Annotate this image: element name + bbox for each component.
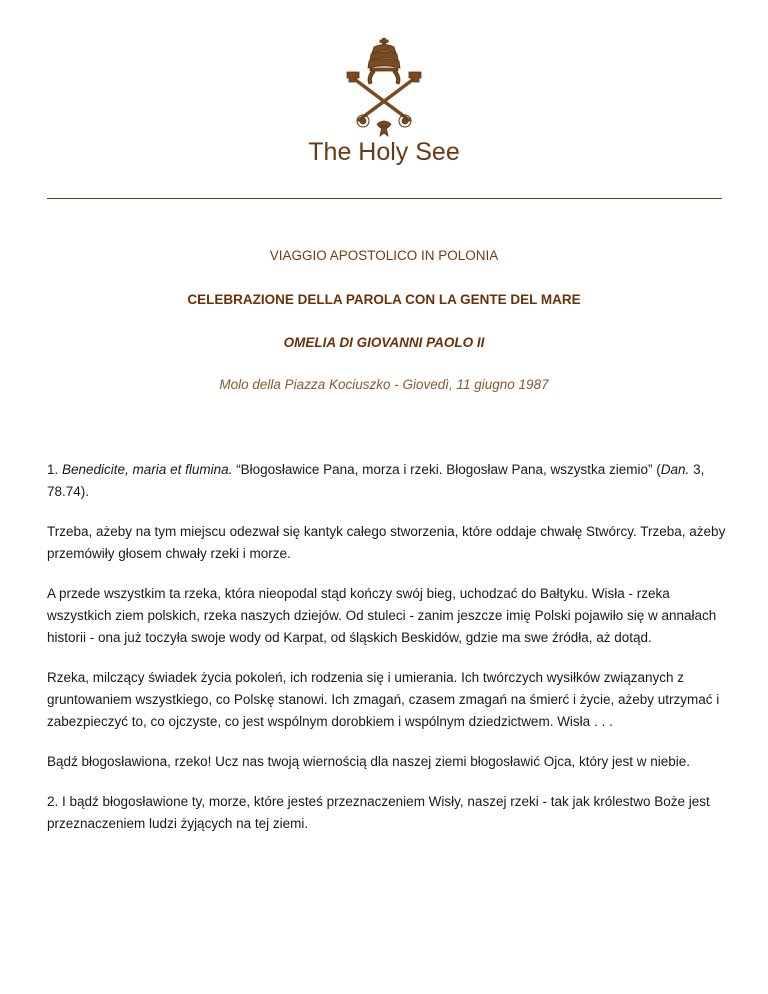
trip-title: VIAGGIO APOSTOLICO IN POLONIA bbox=[269, 248, 499, 263]
homily-title: OMELIA DI GIOVANNI PAOLO II bbox=[283, 335, 485, 350]
paragraph-4: Rzeka, milczący świadek życia pokoleń, ich rodzenia się i umierania. Ich twórczych wysiłków związanych z gruntowaniem wszystkiego, co Polskę stanowi. Ich zmagań, czasem zmagań na śmierć i życie, ażeby utrzymać i zabezpieczyć to, co ojczyste, co jest wspólnym dorobkiem i wspólnym dziedzictwem. Wisła . . . bbox=[47, 670, 720, 729]
homily-body bbox=[47, 459, 727, 853]
paragraph-2: Trzeba, ażeby na tym miejscu odezwał się kantyk całego stworzenia, które oddaje chwałę Stwórcy. Trzeba, ażeby przemówiły głosem chwały rzeki i morze. bbox=[47, 524, 726, 561]
paragraph-5: Bądź błogosławiona, rzeko! Ucz nas twoją wiernością dla naszej ziemi błogosławić Ojca, który jest w niebie. bbox=[47, 754, 691, 769]
papal-keys-emblem-icon bbox=[339, 38, 429, 138]
header-divider bbox=[47, 198, 722, 199]
paragraph-3: A przede wszystkim ta rzeka, która nieopodal stąd kończy swój bieg, uchodzać do Bałtyku. Wisła - rzeka wszystkich ziem polskich, rzeka naszych dziejów. Od stuleci - zanim jeszcze imię Polski pojawiło się w annałach historii - ona już toczyła swoje wody od Karpat, od śląskich Beskidów, gdzie ma swe źródła, aż dotąd. bbox=[47, 586, 717, 645]
paragraph-1: 1. Benedicite, maria et flumina. “Błogosławice Pana, morza i rzeki. Błogosław Pana, wszystka ziemio” (Dan. 3, 78.74). bbox=[47, 462, 705, 499]
place-date: Molo della Piazza Kociuszko - Giovedì, 11 giugno 1987 bbox=[219, 377, 549, 392]
site-title[interactable]: The Holy See bbox=[308, 138, 460, 166]
paragraph-6: 2. I bądź błogosławione ty, morze, które jesteś przeznaczeniem Wisły, naszej rzeki - tak jak królestwo Boże jest przeznaczeniem ludzi żyjących na tej ziemi. bbox=[47, 794, 710, 831]
event-title: CELEBRAZIONE DELLA PAROLA CON LA GENTE DEL MARE bbox=[187, 292, 581, 307]
